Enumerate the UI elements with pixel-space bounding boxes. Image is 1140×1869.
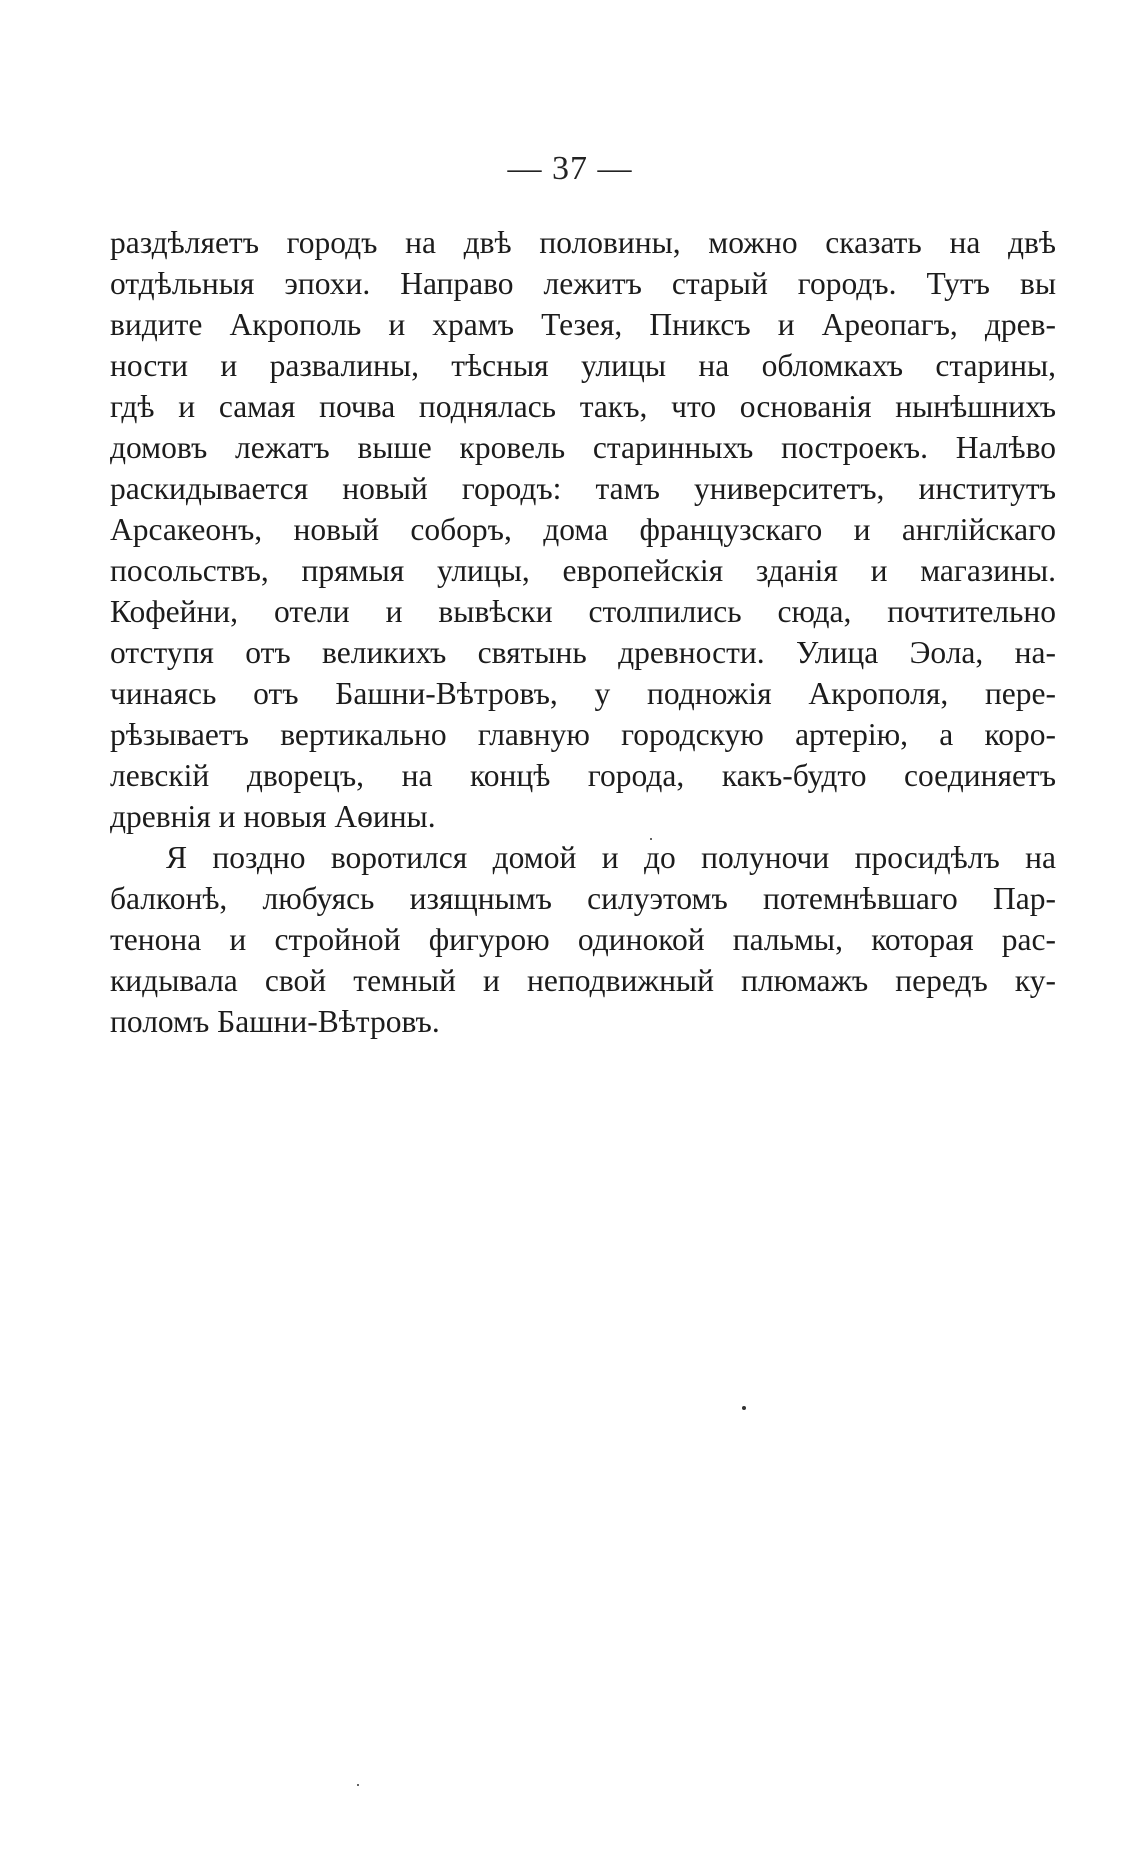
text-line: отступя отъ великихъ святынь древности. Улица Эола, на-	[110, 635, 1056, 670]
text-line: чинаясь отъ Башни-Вѣтровъ, у подножія Акрополя, пере-	[110, 676, 1056, 711]
text-line: кидывала свой темный и неподвижный плюмажъ передъ ку-	[110, 963, 1056, 998]
text-line: Я поздно воротился домой и до полуночи просидѣлъ на	[166, 840, 1056, 875]
scan-speck	[357, 1784, 359, 1786]
scan-speck	[650, 838, 652, 840]
text-line: левскій дворецъ, на концѣ города, какъ-будто соединяетъ	[110, 758, 1056, 793]
body-text	[110, 222, 1056, 1042]
text-line: Арсакеонъ, новый соборъ, дома французскаго и англійскаго	[110, 512, 1056, 547]
paragraph-2	[110, 837, 1056, 1042]
text-line: домовъ лежатъ выше кровель старинныхъ построекъ. Налѣво	[110, 430, 1056, 465]
text-line: отдѣльныя эпохи. Направо лежитъ старый городъ. Тутъ вы	[110, 266, 1056, 301]
page-number: — 37 —	[507, 150, 633, 187]
text-line: рѣзываетъ вертикально главную городскую артерію, а коро-	[110, 717, 1056, 752]
text-line: гдѣ и самая почва поднялась такъ, что основанія нынѣшнихъ	[110, 389, 1056, 424]
text-line: балконѣ, любуясь изящнымъ силуэтомъ потемнѣвшаго Пар-	[110, 881, 1056, 916]
scan-speck	[742, 1406, 746, 1410]
text-line: посольствъ, прямыя улицы, европейскія зданія и магазины.	[110, 553, 1056, 588]
text-line: раскидывается новый городъ: тамъ университетъ, институтъ	[110, 471, 1056, 506]
paragraph-1	[110, 222, 1056, 837]
text-line: ности и развалины, тѣсныя улицы на обломкахъ старины,	[110, 348, 1056, 383]
text-line: поломъ Башни-Вѣтровъ.	[110, 1004, 440, 1039]
text-line: тенона и стройной фигурою одинокой пальмы, которая рас-	[110, 922, 1056, 957]
text-line: древнія и новыя Аѳины.	[110, 799, 436, 834]
text-line: Кофейни, отели и вывѣски столпились сюда, почтительно	[110, 594, 1056, 629]
text-line: раздѣляетъ городъ на двѣ половины, можно сказать на двѣ	[110, 225, 1056, 260]
text-line: видите Акрополь и храмъ Тезея, Пниксъ и Ареопагъ, древ-	[110, 307, 1056, 342]
